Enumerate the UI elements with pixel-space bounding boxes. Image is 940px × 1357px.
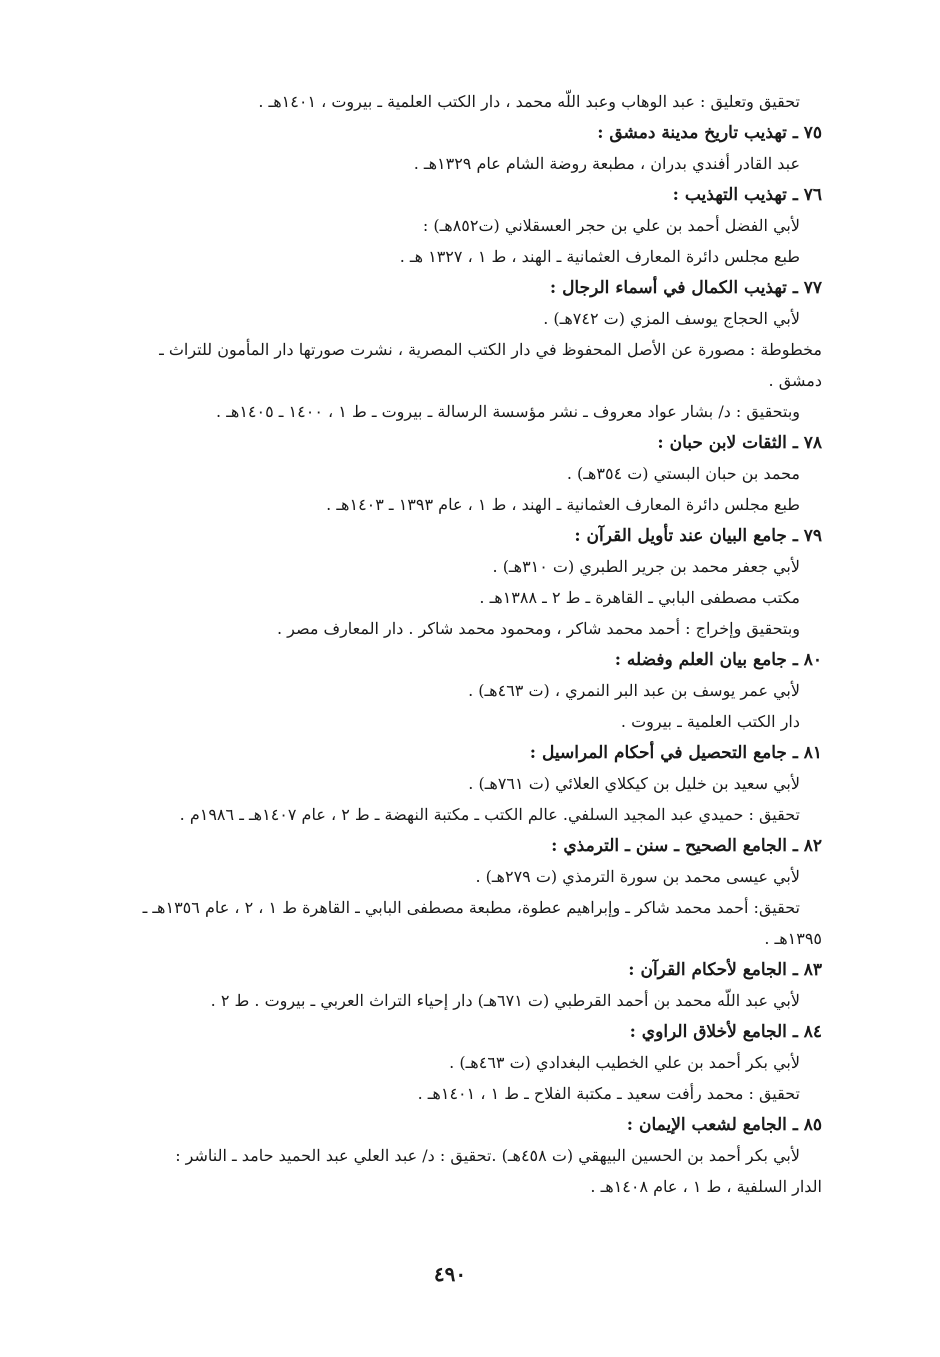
entry-82-detail-2-cont: ١٣٩٥هـ . xyxy=(764,929,822,948)
entry-82-detail-2: تحقيق: أحمد محمد شاكر ـ وإبراهيم عطوة، مطبعة مصطفى البابي ـ القاهرة ط ١ ، ٢ ، عام ١٣٥٦هـ ـ xyxy=(142,898,800,917)
entry-78-title: ٧٨ ـ الثقات لابن حبان : xyxy=(657,433,822,453)
entry-83-detail-1: لأبي عبد اللّه محمد بن أحمد القرطبي (ت ٦٧١هـ) دار إحياء التراث العربي ـ بيروت . ط ٢ . xyxy=(210,991,800,1010)
entry-74-detail-1: تحقيق وتعليق : عبد الوهاب وعبد اللّه محمد ، دار الكتب العلمية ـ بيروت ، ١٤٠١هـ . xyxy=(258,92,800,111)
entry-81-detail-1: لأبي سعيد بن خليل بن كيكلاي العلائي (ت ٧٦١هـ) . xyxy=(468,774,800,793)
page-number: ٤٩٠ xyxy=(433,1262,467,1286)
entry-76-detail-1: لأبي الفضل أحمد بن علي بن حجر العسقلاني (ت٨٥٢هـ) : xyxy=(422,216,800,235)
entry-79-detail-2: مكتب مصطفى البابي ـ القاهرة ـ ط ٢ ـ ١٣٨٨هـ . xyxy=(479,588,800,607)
entry-85-detail-1: لأبي بكر أحمد بن الحسين البيهقي (ت ٤٥٨هـ) .تحقيق : د/ عبد العلي عبد الحميد حامد ـ الناشر : xyxy=(175,1146,800,1165)
entry-78-detail-2: طبع مجلس دائرة المعارف العثمانية ـ الهند ، ط ١ ، عام ١٣٩٣ ـ ١٤٠٣هـ . xyxy=(326,495,800,514)
entry-79-title: ٧٩ ـ جامع البيان عند تأويل القرآن : xyxy=(574,526,822,546)
entry-75-title: ٧٥ ـ تهذيب تاريخ مدينة دمشق : xyxy=(597,123,822,143)
entry-80-detail-2: دار الكتب العلمية ـ بيروت . xyxy=(620,712,800,731)
entry-78-detail-1: محمد بن حبان البستي (ت ٣٥٤هـ) . xyxy=(566,464,800,483)
entry-82-title: ٨٢ ـ الجامع الصحيح ـ سنن ـ الترمذي : xyxy=(551,836,822,856)
entry-75-detail-1: عبد القادر أفندي بدران ، مطبعة روضة الشام عام ١٣٢٩هـ . xyxy=(413,154,800,173)
entry-85-detail-1-cont: الدار السلفية ، ط ١ ، عام ١٤٠٨هـ . xyxy=(590,1177,822,1196)
entry-77-detail-3: وبتحقيق : د/ بشار عواد معروف ـ نشر مؤسسة الرسالة ـ بيروت ـ ط ١ ، ١٤٠٠ ـ ١٤٠٥هـ . xyxy=(216,402,800,421)
entry-84-detail-2: تحقيق : محمد رأفت سعيد ـ مكتبة الفلاح ـ ط ١ ، ١٤٠١هـ . xyxy=(417,1084,800,1103)
entry-79-detail-1: لأبي جعفر محمد بن جرير الطبري (ت ٣١٠هـ) . xyxy=(492,557,800,576)
entry-76-title: ٧٦ ـ تهذيب التهذيب : xyxy=(672,185,822,205)
entry-84-title: ٨٤ ـ الجامع لأخلاق الراوي : xyxy=(629,1022,822,1042)
entry-85-title: ٨٥ ـ الجامع لشعب الإيمان : xyxy=(626,1115,822,1135)
entry-77-title: ٧٧ ـ تهذيب الكمال في أسماء الرجال : xyxy=(549,278,822,298)
entry-83-title: ٨٣ ـ الجامع لأحكام القرآن : xyxy=(628,960,822,980)
entry-81-detail-2: تحقيق : حميدي عبد المجيد السلفي. عالم الكتب ـ مكتبة النهضة ـ ط ٢ ، عام ١٤٠٧هـ ـ ١٩٨٦م . xyxy=(179,805,800,824)
entry-77-detail-2-cont: دمشق . xyxy=(768,371,822,390)
entry-84-detail-1: لأبي بكر أحمد بن علي الخطيب البغدادي (ت ٤٦٣هـ) . xyxy=(449,1053,800,1072)
entry-79-detail-3: وبتحقيق وإخراج : أحمد محمد شاكر ، ومحمود محمد شاكر . دار المعارف مصر . xyxy=(276,619,800,638)
entry-82-detail-1: لأبي عيسى محمد بن سورة الترمذي (ت ٢٧٩هـ) . xyxy=(475,867,800,886)
entry-80-title: ٨٠ ـ جامع بيان العلم وفضله : xyxy=(614,650,822,670)
entry-77-detail-1: لأبي الحجاج يوسف المزي (ت ٧٤٢هـ) . xyxy=(543,309,800,328)
entry-81-title: ٨١ ـ جامع التحصيل في أحكام المراسيل : xyxy=(529,743,822,763)
entry-80-detail-1: لأبي عمر يوسف بن عبد البر النمري ، (ت ٤٦٣هـ) . xyxy=(468,681,800,700)
entry-77-detail-2: مخطوطة : مصورة عن الأصل المحفوظ في دار الكتب المصرية ، نشرت صورتها دار المأمون للتراث ـ xyxy=(159,340,822,359)
entry-76-detail-2: طبع مجلس دائرة المعارف العثمانية ـ الهند ، ط ١ ، ١٣٢٧ هـ . xyxy=(399,247,800,266)
